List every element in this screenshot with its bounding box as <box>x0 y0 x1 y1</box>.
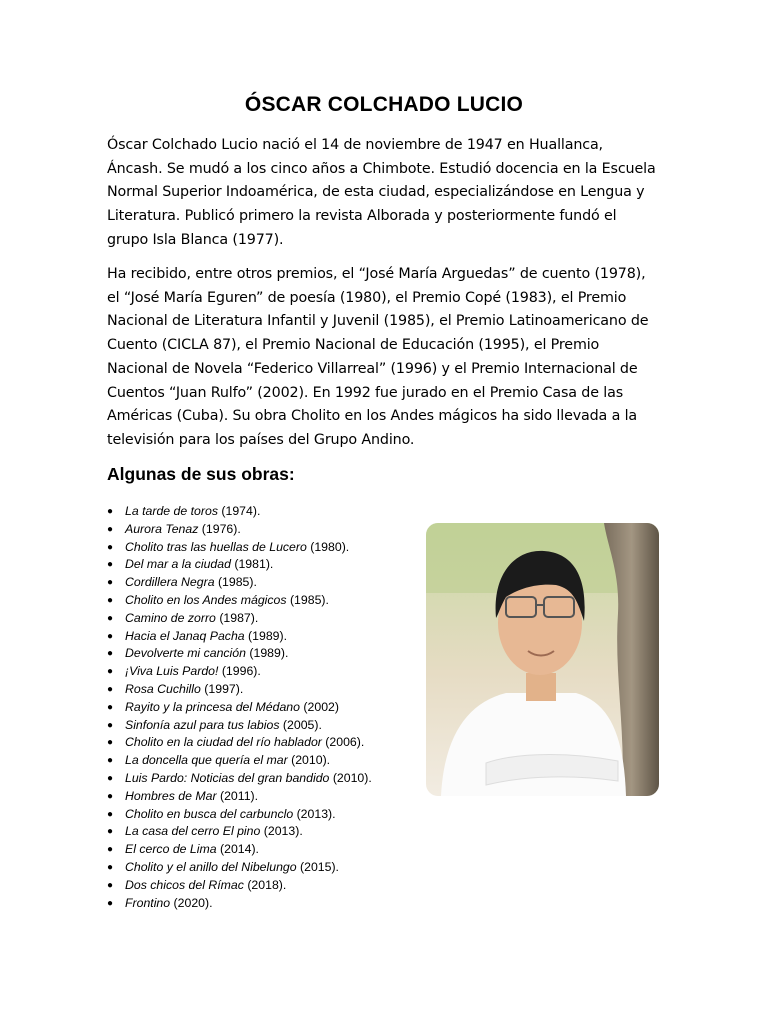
list-item <box>107 503 372 521</box>
bullet-icon: ● <box>107 523 114 535</box>
work-title: Cholito y el anillo del Nibelungo <box>125 859 297 874</box>
bullet-icon: ● <box>107 701 114 713</box>
text-line: el “José María Eguren” de poesía (1980), el Premio Copé (1983), el Premio <box>107 289 627 306</box>
list-item <box>107 645 372 663</box>
work-title: La doncella que quería el mar <box>125 753 288 768</box>
list-item <box>107 699 372 717</box>
work-year: (2006). <box>321 735 365 750</box>
work-title: Cordillera Negra <box>125 575 215 590</box>
list-item <box>107 556 372 574</box>
list-item <box>107 877 372 895</box>
bullet-icon: ● <box>107 879 114 891</box>
list-item <box>107 663 372 681</box>
work-year: (2013). <box>293 806 336 821</box>
list-item <box>107 895 372 913</box>
list-item <box>107 806 372 824</box>
text-line: Literatura. Publicó primero la revista Alborada y posteriormente fundó el <box>107 208 617 225</box>
work-title: Aurora Tenaz <box>125 521 199 536</box>
work-year: (1989). <box>244 628 288 643</box>
list-item <box>107 823 372 841</box>
work-year: (1981). <box>230 557 274 572</box>
work-title: Cholito en busca del carbunclo <box>125 806 294 821</box>
work-year: (2002) <box>300 699 339 714</box>
work-title: La casa del cerro El pino <box>125 824 261 839</box>
text-line: Áncash. Se mudó a los cinco años a Chimbote. Estudió docencia en la Escuela <box>107 160 656 177</box>
list-item <box>107 539 372 557</box>
text-line: televisión para los países del Grupo Andino. <box>107 431 415 448</box>
text-line: Cuento (CICLA 87), el Premio Nacional de Educación (1995), el Premio <box>107 337 600 354</box>
text-line: Cuentos “Juan Rulfo” (2002). En 1992 fue jurado en el Premio Casa de las <box>107 384 624 401</box>
text-line: grupo Isla Blanca (1977). <box>107 231 284 248</box>
work-title: Devolverte mi canción <box>125 646 246 661</box>
work-title: El cerco de Lima <box>125 842 217 857</box>
work-year: (1980). <box>306 539 350 554</box>
bullet-icon: ● <box>107 844 114 856</box>
list-item <box>107 628 372 646</box>
work-title: Del mar a la ciudad <box>125 557 231 572</box>
bullet-icon: ● <box>107 737 114 749</box>
work-title: Luis Pardo: Noticias del gran bandido <box>125 770 330 785</box>
bullet-icon: ● <box>107 861 114 873</box>
work-year: (2020). <box>170 895 213 910</box>
bullet-icon: ● <box>107 683 114 695</box>
bullet-icon: ● <box>107 755 114 767</box>
list-item <box>107 521 372 539</box>
list-item <box>107 574 372 592</box>
list-item <box>107 717 372 735</box>
work-year: (1997). <box>200 681 244 696</box>
work-title: Cholito tras las huellas de Lucero <box>125 539 307 554</box>
work-title: Cholito en la ciudad del río hablador <box>125 735 322 750</box>
work-title: Cholito en los Andes mágicos <box>125 592 287 607</box>
work-title: Rayito y la princesa del Médano <box>125 699 300 714</box>
work-year: (2011). <box>216 788 259 803</box>
work-title: Dos chicos del Rímac <box>125 877 244 892</box>
work-year: (1976). <box>198 521 241 536</box>
list-item <box>107 734 372 752</box>
work-year: (1996). <box>218 664 261 679</box>
work-year: (1985). <box>214 575 257 590</box>
list-item <box>107 770 372 788</box>
bullet-icon: ● <box>107 790 114 802</box>
work-year: (1989). <box>245 646 289 661</box>
page-title: ÓSCAR COLCHADO LUCIO <box>244 93 524 116</box>
bio-paragraph-1 <box>107 134 667 253</box>
list-item <box>107 592 372 610</box>
work-year: (1987). <box>215 610 259 625</box>
work-year: (2010). <box>287 753 331 768</box>
bullet-icon: ● <box>107 808 114 820</box>
list-item <box>107 610 372 628</box>
bullet-icon: ● <box>107 559 114 571</box>
list-item <box>107 681 372 699</box>
bio-paragraph-2 <box>107 263 667 453</box>
work-year: (2015). <box>296 859 339 874</box>
text-line: Normal Superior Indoamérica, de esta ciudad, especializándose en Lengua y <box>107 184 645 201</box>
bullet-icon: ● <box>107 772 114 784</box>
work-year: (2013). <box>260 824 303 839</box>
bullet-icon: ● <box>107 648 114 660</box>
work-title: Hacia el Janaq Pacha <box>125 628 245 643</box>
bullet-icon: ● <box>107 897 114 909</box>
bullet-icon: ● <box>107 541 114 553</box>
text-line: Ha recibido, entre otros premios, el “José María Arguedas” de cuento (1978), <box>107 266 646 282</box>
work-title: Sinfonía azul para tus labios <box>125 717 280 732</box>
bullet-icon: ● <box>107 826 114 838</box>
bullet-icon: ● <box>107 577 114 589</box>
list-item <box>107 841 372 859</box>
work-year: (2005). <box>279 717 322 732</box>
bullet-icon: ● <box>107 666 114 678</box>
bullet-icon: ● <box>107 594 114 606</box>
works-list <box>107 503 372 912</box>
text-line: Nacional de Novela “Federico Villarreal” (1996) y el Premio Internacional de <box>107 360 638 377</box>
author-portrait-image <box>426 523 659 796</box>
work-year: (2010). <box>329 770 372 785</box>
author-photo <box>426 523 659 796</box>
text-line: Óscar Colchado Lucio nació el 14 de noviembre de 1947 en Huallanca, <box>107 137 603 153</box>
work-year: (1985). <box>286 592 329 607</box>
bullet-icon: ● <box>107 719 114 731</box>
work-title: Frontino <box>125 895 171 910</box>
bullet-icon: ● <box>107 630 114 642</box>
work-title: Rosa Cuchillo <box>125 681 201 696</box>
text-line: Nacional de Literatura Infantil y Juvenil (1985), el Premio Latinoamericano de <box>107 313 649 330</box>
work-title: Hombres de Mar <box>125 788 217 803</box>
work-year: (1974). <box>217 504 261 518</box>
list-item <box>107 752 372 770</box>
work-title: ¡Viva Luis Pardo! <box>125 664 219 679</box>
works-heading: Algunas de sus obras: <box>107 464 295 484</box>
list-item <box>107 859 372 877</box>
list-item <box>107 788 372 806</box>
work-title: Camino de zorro <box>125 610 216 625</box>
work-title: La tarde de toros <box>125 504 218 518</box>
bullet-icon: ● <box>107 612 114 624</box>
work-year: (2014). <box>216 842 259 857</box>
text-line: Américas (Cuba). Su obra Cholito en los Andes mágicos ha sido llevada a la <box>107 408 638 425</box>
bullet-icon: ● <box>107 506 114 517</box>
work-year: (2018). <box>243 877 287 892</box>
